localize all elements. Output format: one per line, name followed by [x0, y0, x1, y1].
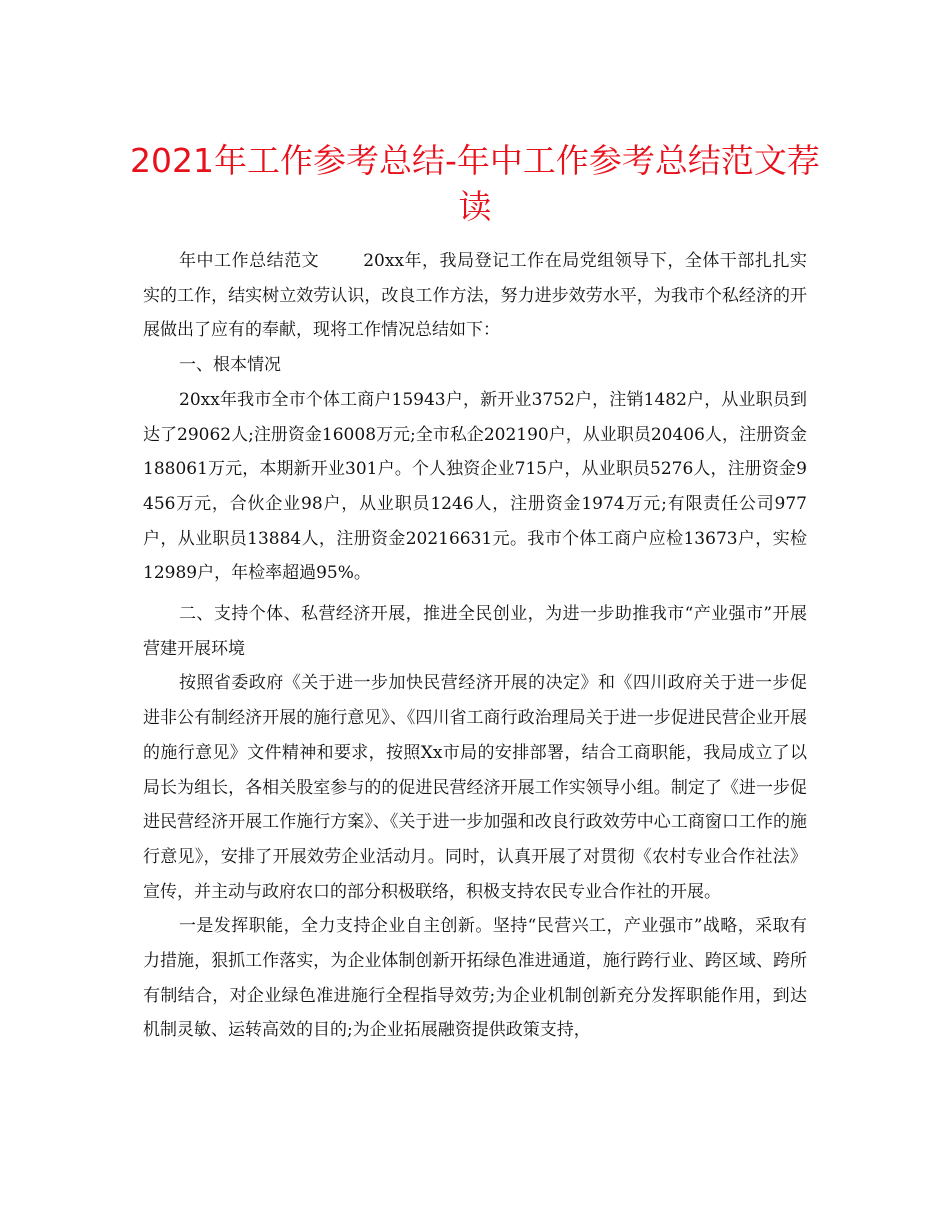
document-title: 2021年工作参考总结-年中工作参考总结范文荐读 — [130, 141, 820, 226]
paragraph-statistics: 20xx年我市全市个体工商户15943户，新开业3752户，注销1482户，从业职员到达了29062人;注册资金16008万元;全市私企202190户，从业职员20406人，注册资金188061万元，本期新开业301户。个人独资企业715户，从业职员5276人，注册资金9456万元，合伙企业98户，从业职员1246人，注册资金1974万元;有限责任公司977户，从业职员13884人，注册资金20216631元。我市个体工商户应检13673户，实检12989户，年检率超過95%。 — [143, 389, 807, 584]
document-body — [143, 244, 807, 1054]
paragraph-innovation: 一是发挥职能，全力支持企业自主创新。坚持“民营兴工，产业强市”战略，采取有力措施，狠抓工作落实，为企业体制创新开拓绿色准进通道，施行跨行业、跨区域、跨所有制结合，对企业绿色准进施行全程指导效劳;为企业机制创新充分发挥职能作用，到达机制灵敏、运转高效的目的;为企业拓展融资提供政策支持， — [143, 916, 807, 1041]
section-heading-basic: 一、根本情况 — [179, 355, 281, 376]
section-heading-support: 二、支持个体、私营经济开展，推进全民创业，为进一步助推我市“产业强市”开展营建开展环境 — [143, 604, 807, 659]
paragraph-text: 20xx年，我局登记工作在局党组领导下，全体干部扎扎实实的工作，结实树立效劳认识，改良工作方法，努力进步效劳水平，为我市个私经济的开展做出了应有的奉献，现将工作情况总结如下： — [143, 251, 808, 341]
paragraph-policy: 按照省委政府《关于进一步加快民营经济开展的决定》和《四川政府关于进一步促进非公有制经济开展的施行意见》、《四川省工商行政治理局关于进一步促进民营企业开展的施行意见》文件精神和要求，按照Xx市局的安排部署，结合工商职能，我局成立了以局长为组长，各相关股室参与的的促进民营经济开展工作实领导小组。制定了《进一步促进民营经济开展工作施行方案》、《关于进一步加强和改良行政效劳中心工商窗口工作的施行意见》，安排了开展效劳企业活动月。同时，认真开展了对贯彻《农村专业合作社法》宣传，并主动与政府农口的部分积极联络，积极支持农民专业合作社的开展。 — [143, 673, 807, 902]
intro-label: 年中工作总结范文 — [179, 251, 320, 271]
paragraph-intro — [143, 244, 807, 348]
